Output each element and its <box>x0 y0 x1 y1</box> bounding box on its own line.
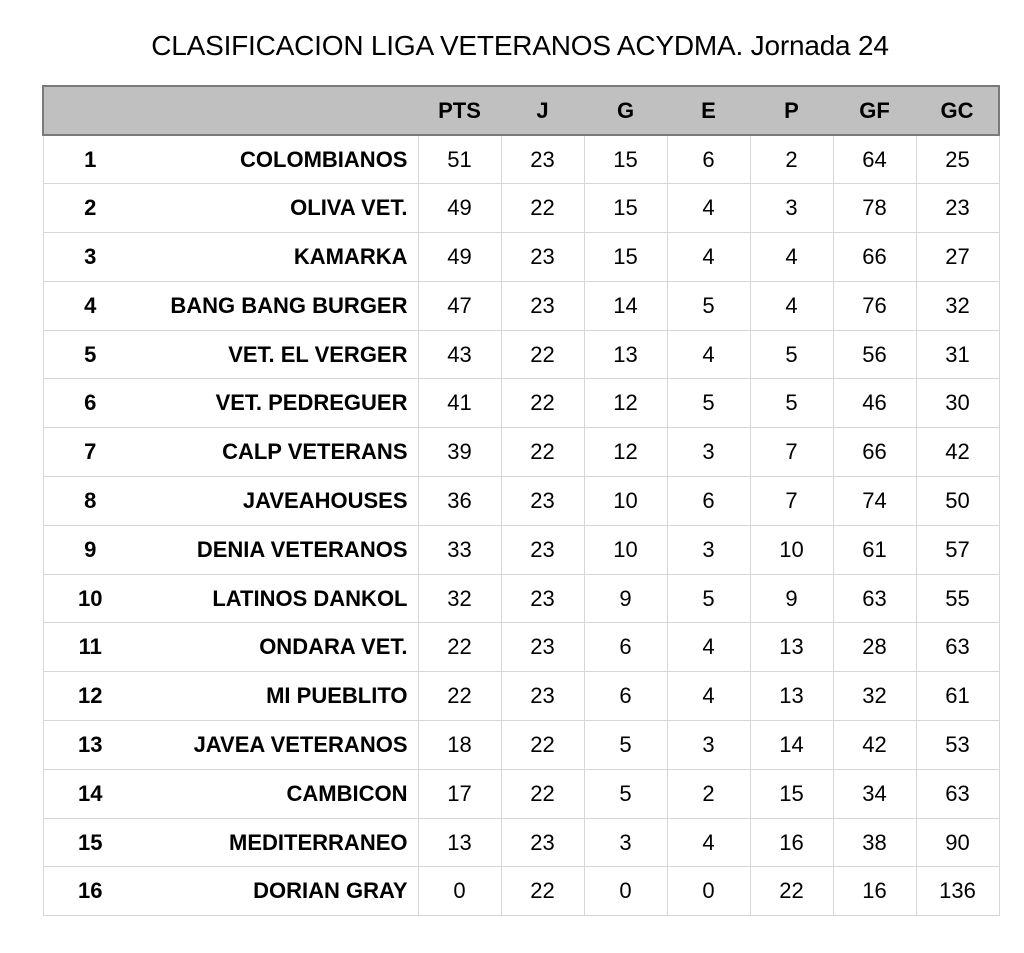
e-cell: 0 <box>667 867 750 916</box>
g-cell: 14 <box>584 281 667 330</box>
j-cell: 22 <box>501 867 584 916</box>
position-cell: 12 <box>43 672 137 721</box>
p-cell: 4 <box>750 281 833 330</box>
gf-cell: 78 <box>833 184 916 233</box>
e-cell: 3 <box>667 525 750 574</box>
gf-cell: 32 <box>833 672 916 721</box>
j-cell: 23 <box>501 623 584 672</box>
gc-cell: 42 <box>916 428 999 477</box>
table-row <box>43 428 999 477</box>
e-cell: 3 <box>667 721 750 770</box>
j-cell: 23 <box>501 672 584 721</box>
table-row <box>43 477 999 526</box>
j-cell: 23 <box>501 135 584 184</box>
gf-cell: 63 <box>833 574 916 623</box>
g-cell: 5 <box>584 769 667 818</box>
standings-table <box>42 85 1000 916</box>
position-cell: 10 <box>43 574 137 623</box>
e-cell: 6 <box>667 477 750 526</box>
j-cell: 23 <box>501 281 584 330</box>
p-cell: 22 <box>750 867 833 916</box>
p-cell: 16 <box>750 818 833 867</box>
pts-cell: 22 <box>418 623 501 672</box>
pts-cell: 49 <box>418 233 501 282</box>
g-cell: 13 <box>584 330 667 379</box>
gc-cell: 25 <box>916 135 999 184</box>
g-cell: 3 <box>584 818 667 867</box>
e-cell: 4 <box>667 184 750 233</box>
p-cell: 13 <box>750 623 833 672</box>
header-j: J <box>501 86 584 135</box>
gc-cell: 30 <box>916 379 999 428</box>
table-row <box>43 330 999 379</box>
header-team <box>137 86 418 135</box>
e-cell: 5 <box>667 379 750 428</box>
pts-cell: 51 <box>418 135 501 184</box>
position-cell: 13 <box>43 721 137 770</box>
gc-cell: 61 <box>916 672 999 721</box>
e-cell: 5 <box>667 574 750 623</box>
header-e: E <box>667 86 750 135</box>
e-cell: 4 <box>667 330 750 379</box>
position-cell: 15 <box>43 818 137 867</box>
position-cell: 1 <box>43 135 137 184</box>
gc-cell: 90 <box>916 818 999 867</box>
pts-cell: 49 <box>418 184 501 233</box>
gf-cell: 16 <box>833 867 916 916</box>
gf-cell: 34 <box>833 769 916 818</box>
gf-cell: 61 <box>833 525 916 574</box>
table-row <box>43 672 999 721</box>
table-row <box>43 379 999 428</box>
table-row <box>43 233 999 282</box>
p-cell: 5 <box>750 330 833 379</box>
gc-cell: 27 <box>916 233 999 282</box>
gf-cell: 38 <box>833 818 916 867</box>
j-cell: 22 <box>501 769 584 818</box>
p-cell: 5 <box>750 379 833 428</box>
gf-cell: 64 <box>833 135 916 184</box>
table-row <box>43 135 999 184</box>
team-name-cell: JAVEA VETERANOS <box>137 721 418 770</box>
p-cell: 9 <box>750 574 833 623</box>
j-cell: 23 <box>501 574 584 623</box>
g-cell: 6 <box>584 623 667 672</box>
pts-cell: 32 <box>418 574 501 623</box>
table-row <box>43 281 999 330</box>
j-cell: 22 <box>501 721 584 770</box>
team-name-cell: CAMBICON <box>137 769 418 818</box>
team-name-cell: COLOMBIANOS <box>137 135 418 184</box>
header-gc: GC <box>916 86 999 135</box>
gc-cell: 31 <box>916 330 999 379</box>
g-cell: 10 <box>584 477 667 526</box>
g-cell: 12 <box>584 379 667 428</box>
table-row <box>43 574 999 623</box>
p-cell: 13 <box>750 672 833 721</box>
gf-cell: 76 <box>833 281 916 330</box>
pts-cell: 39 <box>418 428 501 477</box>
j-cell: 23 <box>501 818 584 867</box>
gc-cell: 63 <box>916 769 999 818</box>
pts-cell: 33 <box>418 525 501 574</box>
position-cell: 9 <box>43 525 137 574</box>
header-g: G <box>584 86 667 135</box>
p-cell: 15 <box>750 769 833 818</box>
e-cell: 4 <box>667 233 750 282</box>
team-name-cell: OLIVA VET. <box>137 184 418 233</box>
table-row <box>43 867 999 916</box>
g-cell: 9 <box>584 574 667 623</box>
gf-cell: 66 <box>833 233 916 282</box>
position-cell: 4 <box>43 281 137 330</box>
team-name-cell: KAMARKA <box>137 233 418 282</box>
table-row <box>43 818 999 867</box>
table-row <box>43 769 999 818</box>
g-cell: 15 <box>584 233 667 282</box>
pts-cell: 13 <box>418 818 501 867</box>
team-name-cell: VET. EL VERGER <box>137 330 418 379</box>
gc-cell: 50 <box>916 477 999 526</box>
table-body <box>43 135 999 916</box>
j-cell: 23 <box>501 525 584 574</box>
e-cell: 6 <box>667 135 750 184</box>
e-cell: 4 <box>667 623 750 672</box>
team-name-cell: VET. PEDREGUER <box>137 379 418 428</box>
team-name-cell: MI PUEBLITO <box>137 672 418 721</box>
gf-cell: 46 <box>833 379 916 428</box>
team-name-cell: DORIAN GRAY <box>137 867 418 916</box>
g-cell: 6 <box>584 672 667 721</box>
p-cell: 14 <box>750 721 833 770</box>
e-cell: 2 <box>667 769 750 818</box>
gc-cell: 136 <box>916 867 999 916</box>
e-cell: 4 <box>667 818 750 867</box>
header-gf: GF <box>833 86 916 135</box>
position-cell: 16 <box>43 867 137 916</box>
gf-cell: 66 <box>833 428 916 477</box>
pts-cell: 41 <box>418 379 501 428</box>
e-cell: 4 <box>667 672 750 721</box>
e-cell: 3 <box>667 428 750 477</box>
position-cell: 14 <box>43 769 137 818</box>
gf-cell: 42 <box>833 721 916 770</box>
gc-cell: 63 <box>916 623 999 672</box>
team-name-cell: BANG BANG BURGER <box>137 281 418 330</box>
team-name-cell: JAVEAHOUSES <box>137 477 418 526</box>
position-cell: 2 <box>43 184 137 233</box>
e-cell: 5 <box>667 281 750 330</box>
p-cell: 7 <box>750 477 833 526</box>
team-name-cell: MEDITERRANEO <box>137 818 418 867</box>
header-p: P <box>750 86 833 135</box>
position-cell: 3 <box>43 233 137 282</box>
pts-cell: 17 <box>418 769 501 818</box>
g-cell: 15 <box>584 135 667 184</box>
table-row <box>43 184 999 233</box>
gc-cell: 23 <box>916 184 999 233</box>
gc-cell: 53 <box>916 721 999 770</box>
pts-cell: 43 <box>418 330 501 379</box>
team-name-cell: CALP VETERANS <box>137 428 418 477</box>
gf-cell: 74 <box>833 477 916 526</box>
g-cell: 12 <box>584 428 667 477</box>
j-cell: 22 <box>501 330 584 379</box>
pts-cell: 36 <box>418 477 501 526</box>
pts-cell: 22 <box>418 672 501 721</box>
gc-cell: 32 <box>916 281 999 330</box>
header-position <box>43 86 137 135</box>
header-pts: PTS <box>418 86 501 135</box>
p-cell: 3 <box>750 184 833 233</box>
gc-cell: 57 <box>916 525 999 574</box>
table-row <box>43 525 999 574</box>
g-cell: 10 <box>584 525 667 574</box>
table-row <box>43 623 999 672</box>
position-cell: 11 <box>43 623 137 672</box>
j-cell: 22 <box>501 428 584 477</box>
position-cell: 5 <box>43 330 137 379</box>
j-cell: 22 <box>501 184 584 233</box>
p-cell: 4 <box>750 233 833 282</box>
page-title: CLASIFICACION LIGA VETERANOS ACYDMA. Jornada 24 <box>151 30 889 61</box>
j-cell: 23 <box>501 477 584 526</box>
team-name-cell: DENIA VETERANOS <box>137 525 418 574</box>
position-cell: 6 <box>43 379 137 428</box>
pts-cell: 47 <box>418 281 501 330</box>
gf-cell: 56 <box>833 330 916 379</box>
p-cell: 2 <box>750 135 833 184</box>
p-cell: 10 <box>750 525 833 574</box>
pts-cell: 0 <box>418 867 501 916</box>
g-cell: 5 <box>584 721 667 770</box>
gf-cell: 28 <box>833 623 916 672</box>
pts-cell: 18 <box>418 721 501 770</box>
team-name-cell: ONDARA VET. <box>137 623 418 672</box>
j-cell: 22 <box>501 379 584 428</box>
g-cell: 0 <box>584 867 667 916</box>
p-cell: 7 <box>750 428 833 477</box>
team-name-cell: LATINOS DANKOL <box>137 574 418 623</box>
gc-cell: 55 <box>916 574 999 623</box>
g-cell: 15 <box>584 184 667 233</box>
position-cell: 8 <box>43 477 137 526</box>
table-header-row <box>43 86 999 135</box>
position-cell: 7 <box>43 428 137 477</box>
j-cell: 23 <box>501 233 584 282</box>
table-row <box>43 721 999 770</box>
